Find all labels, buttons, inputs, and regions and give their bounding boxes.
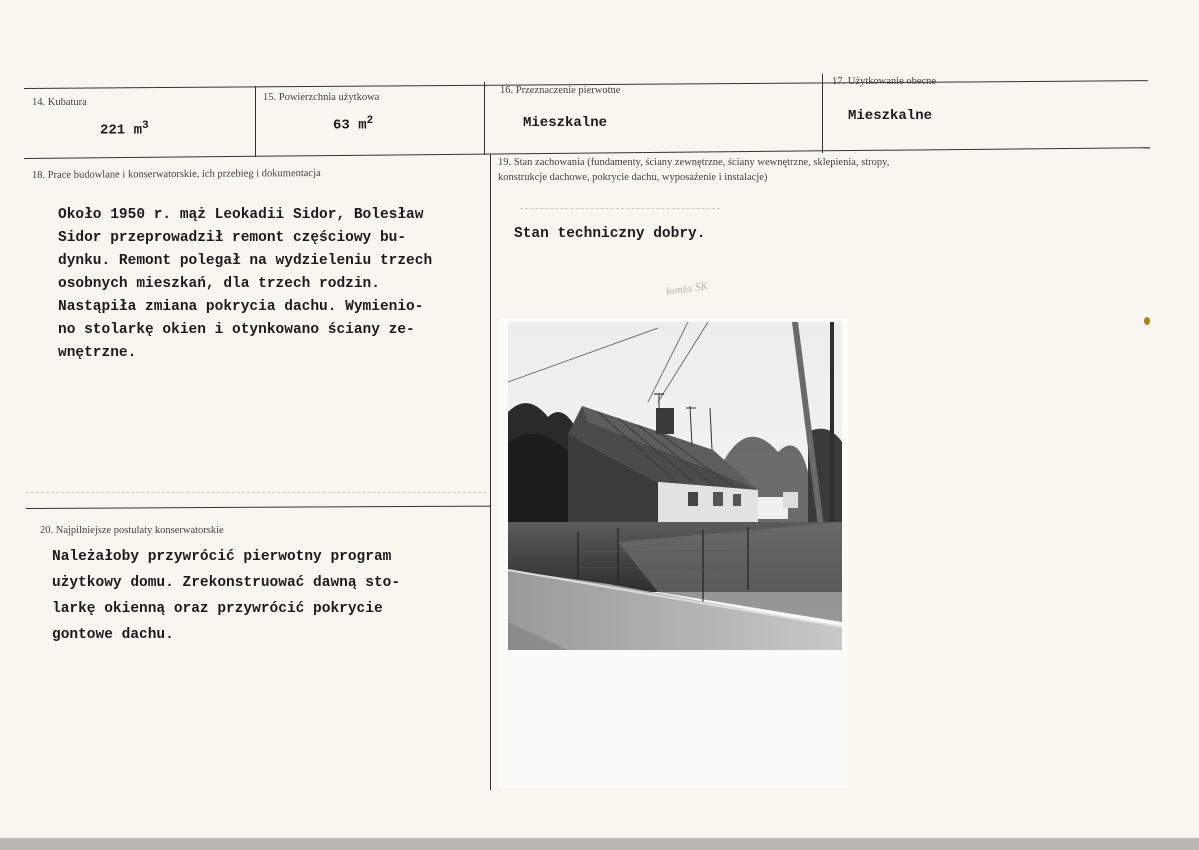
- field-16-label: 16. Przeznaczenie pierwotne: [500, 85, 621, 96]
- field-14-value: 221 $m^3$: [100, 120, 149, 139]
- field-17-label: 17. Użytkowanie obecne: [832, 76, 937, 87]
- field-20-line: larkę okienną oraz przywrócić pokrycie: [52, 601, 383, 617]
- field-19-label-line1: 19. Stan zachowania (fundamenty, ściany zewnętrzne, ściany wewnętrzne, sklepienia, stropy,: [498, 157, 890, 168]
- show-through-smudge: [520, 208, 720, 209]
- rule-v2: [484, 82, 485, 155]
- photo-house: [508, 322, 842, 650]
- field-15-value: 63 $m^2$: [333, 115, 374, 134]
- field-17-value: Mieszkalne: [848, 108, 933, 124]
- pencil-mark: łomża SK: [665, 280, 709, 298]
- field-20-line: Należałoby przywrócić pierwotny program: [52, 549, 392, 565]
- field-14-label: 14. Kubatura: [32, 97, 87, 108]
- field-18-line: Nastąpiła zmiana pokrycia dachu. Wymienio-: [58, 299, 424, 315]
- field-20-label: 20. Najpilniejsze postulaty konserwatorskie: [40, 525, 224, 536]
- field-18-text: [58, 204, 432, 365]
- rule-f20-top: [26, 506, 491, 509]
- field-19-label-line2: konstrukcje dachowe, pokrycie dachu, wyposażenie i instalacje): [498, 172, 768, 183]
- field-20-line: gontowe dachu.: [52, 627, 174, 643]
- field-20-line: użytkowy domu. Zrekonstruować dawną sto-: [52, 575, 401, 591]
- field-18-label: 18. Prace budowlane i konserwatorskie, ich przebieg i dokumentacja: [31, 167, 321, 181]
- rule-v3: [822, 74, 823, 153]
- field-16-value: Mieszkalne: [523, 115, 608, 131]
- scan-edge: [0, 838, 1199, 850]
- rule-v1: [255, 86, 256, 157]
- field-18-line: no stolarkę okien i otynkowano ściany ze-: [58, 322, 415, 338]
- field-20-text: [52, 544, 400, 648]
- field-18-line: wnętrzne.: [58, 345, 137, 361]
- ink-spot: [1144, 317, 1150, 325]
- field-18-line: Około 1950 r. mąż Leokadii Sidor, Bolesław: [58, 207, 424, 223]
- field-19-value: Stan techniczny dobry.: [514, 226, 706, 242]
- photo-house-image: [508, 322, 842, 650]
- field-18-line: osobnych mieszkań, dla trzech rodzin.: [58, 276, 380, 292]
- rule-v-middle: [490, 154, 491, 790]
- field-15-label: 15. Powierzchnia użytkowa: [263, 92, 380, 103]
- field-18-line: Sidor przeprowadził remont częściowy bu-: [58, 230, 407, 246]
- field-18-line: dynku. Remont polegał na wydzieleniu trzech: [58, 253, 433, 269]
- show-through-smudge: [26, 492, 486, 493]
